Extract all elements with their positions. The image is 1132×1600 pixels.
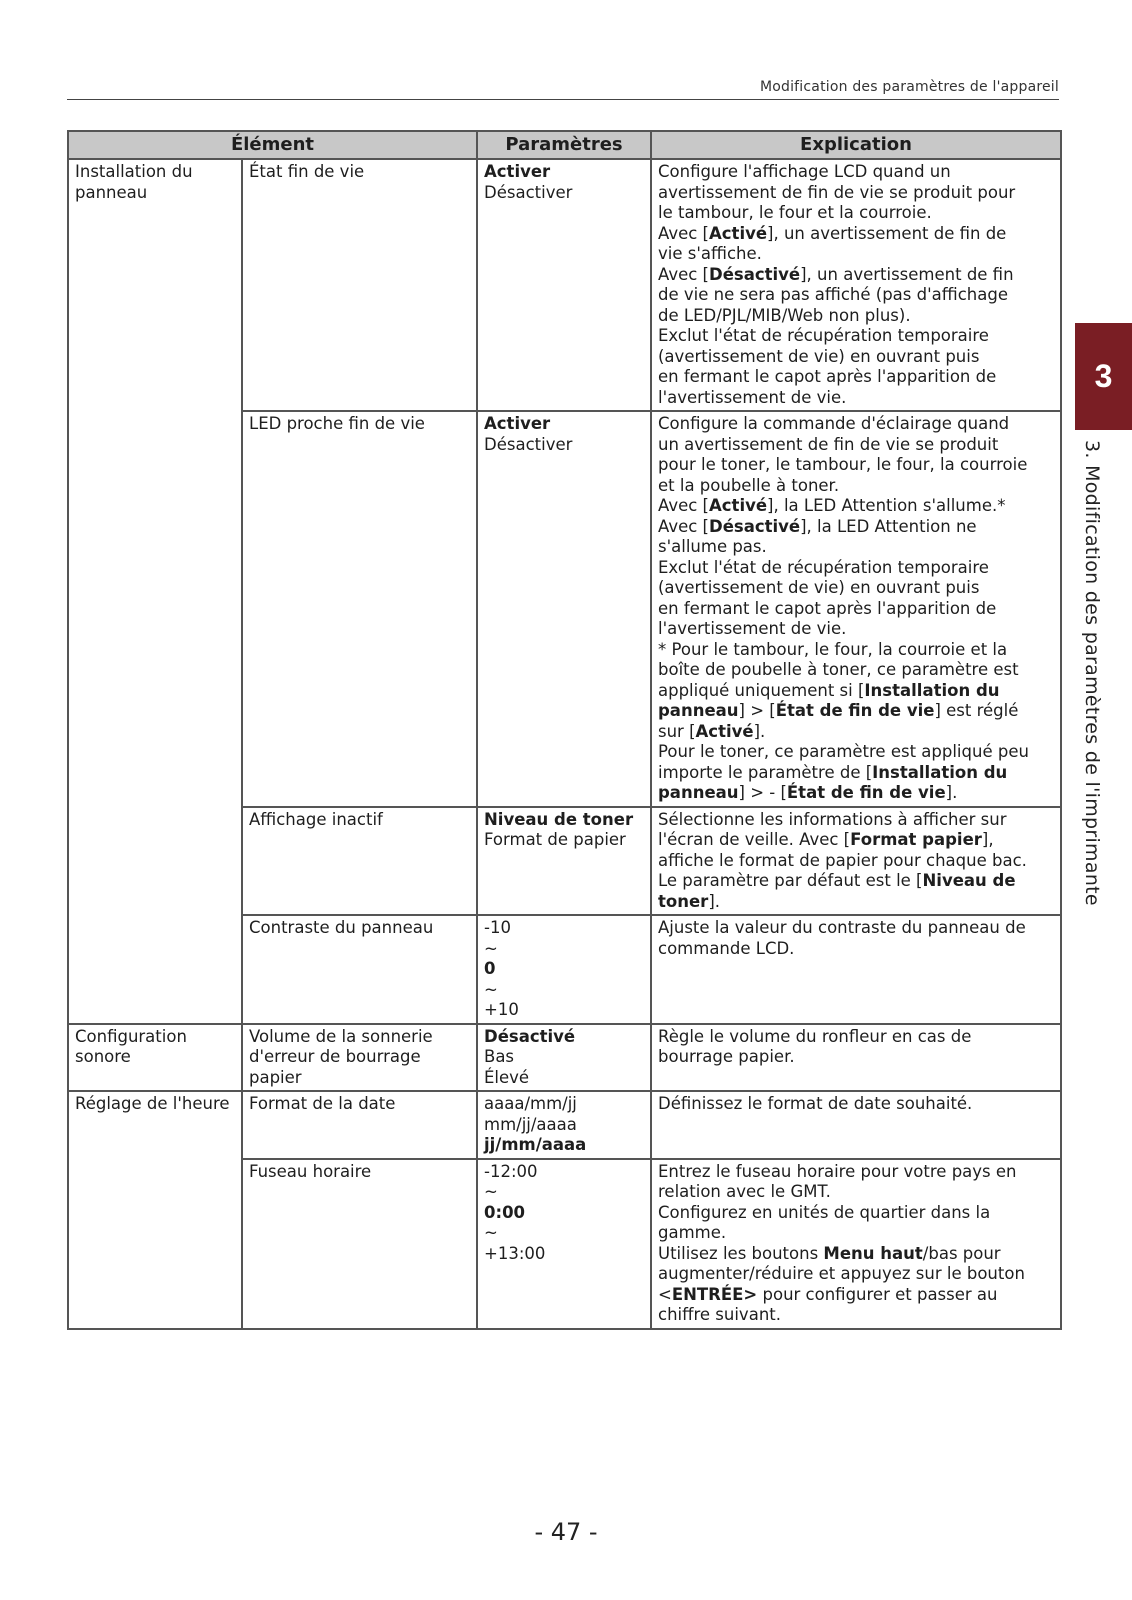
explanation-text: l'écran de veille. Avec [ [658,830,851,849]
explanation-text: ]. [945,783,958,802]
header-parameters: Paramètres [477,131,651,159]
explanation-line [658,742,1054,763]
explanation-line [658,224,1054,245]
explanation-cell [651,807,1061,916]
explanation-emphasis: Niveau de [922,871,1016,890]
param-value: +13:00 [484,1243,546,1263]
chapter-tab [1075,323,1132,430]
explanation-text: Avec [ [658,223,709,243]
explanation-line [658,517,1054,538]
param-value: mm/jj/aaaa [484,1114,577,1134]
item-cell [242,1091,477,1159]
explanation-line [658,1285,1054,1306]
item-label-line: papier [249,1067,302,1087]
params-cell [477,159,651,411]
param-value: -10 [484,918,511,937]
explanation-text: * Pour le tambour, le four, la courroie et la [658,639,1008,659]
explanation-text: appliqué uniquement si [ [658,680,865,700]
explanation-text: bourrage papier. [658,1047,795,1066]
item-label-line: État fin de vie [249,162,365,181]
explanation-text: Configure l'affichage LCD quand un [658,162,951,181]
explanation-text: Exclut l'état de récupération temporaire [658,326,989,345]
group-label-line: Installation du [75,162,193,181]
header-rule [67,99,1059,100]
group-cell-time-setting [68,1091,242,1329]
explanation-line [658,619,1054,640]
item-cell [242,915,477,1024]
explanation-line [658,722,1054,743]
explanation-text: Avec [ [658,496,709,515]
param-value: ~ [484,979,498,999]
param-value: ~ [484,1223,498,1242]
params-cell [477,807,651,916]
explanation-line [658,537,1054,558]
explanation-text: affiche le format de papier pour chaque bac. [658,850,1027,870]
group-label-line: panneau [75,182,148,202]
running-header: Modification des paramètres de l'appareil [759,79,1059,95]
group-cell-panel-setup [68,159,242,1024]
explanation-cell [651,1024,1061,1092]
explanation-text: ]. [753,721,766,741]
explanation-line [658,306,1054,327]
item-label-line: Volume de la sonnerie [249,1026,433,1046]
explanation-text: l'avertissement de vie. [658,387,847,407]
explanation-text: Ajuste la valeur du contraste du panneau de [658,918,1026,937]
group-label-line: Réglage de l'heure [75,1094,230,1113]
explanation-text: en fermant le capot après l'apparition de [658,598,997,618]
explanation-line [658,326,1054,347]
explanation-text: chiffre suivant. [658,1305,781,1324]
explanation-line [658,476,1054,497]
param-value: +10 [484,1000,519,1019]
params-cell [477,411,651,807]
explanation-emphasis: Désactivé [709,516,801,536]
explanation-text: commande LCD. [658,938,795,958]
default-param-value: Désactivé [484,1026,576,1046]
explanation-text: relation avec le GMT. [658,1182,831,1201]
explanation-emphasis: toner [658,891,709,911]
explanation-line [658,367,1054,388]
explanation-text: ] est réglé [934,701,1019,720]
explanation-line [658,599,1054,620]
explanation-emphasis: panneau [658,783,739,802]
explanation-line [658,558,1054,579]
explanation-line [658,851,1054,872]
item-cell [242,1024,477,1092]
explanation-line [658,285,1054,306]
explanation-line [658,830,1054,851]
explanation-emphasis: État de fin de vie [775,701,935,720]
explanation-text: Utilisez les boutons [658,1243,824,1263]
explanation-text: Configure la commande d'éclairage quand [658,414,1010,433]
explanation-line [658,414,1054,435]
default-param-value: Niveau de toner [484,809,634,829]
explanation-text: Sélectionne les informations à afficher sur [658,809,1007,829]
explanation-emphasis: État de fin de vie [786,783,946,802]
explanation-text: avertissement de fin de vie se produit pour [658,182,1016,202]
item-label-line: d'erreur de bourrage [249,1047,421,1066]
params-cell [477,1091,651,1159]
item-cell [242,1159,477,1329]
explanation-line [658,918,1054,939]
explanation-cell [651,411,1061,807]
param-value: aaaa/mm/jj [484,1094,577,1113]
explanation-line [658,1244,1054,1265]
explanation-text: Exclut l'état de récupération temporaire [658,557,989,577]
header-explanation: Explication [651,131,1061,159]
explanation-emphasis: ENTRÉE> [671,1284,758,1304]
chapter-number: 3 [1094,358,1113,394]
page-number: - 47 - [534,1518,598,1546]
explanation-emphasis: Activé [709,223,768,243]
param-value: Désactiver [484,434,573,454]
explanation-text: ], un avertissement de fin de [767,223,1007,243]
explanation-text: le tambour, le four et la courroie. [658,203,932,222]
explanation-line [658,1203,1054,1224]
params-cell [477,1159,651,1329]
explanation-emphasis: Installation du [864,680,1000,700]
group-label-line: sonore [75,1047,131,1066]
explanation-text: < [658,1284,672,1304]
explanation-line [658,244,1054,265]
explanation-text: Entrez le fuseau horaire pour votre pays en [658,1161,1017,1181]
explanation-emphasis: Activé [709,496,768,515]
explanation-emphasis: Installation du [872,762,1008,782]
explanation-text: l'avertissement de vie. [658,619,847,638]
explanation-emphasis: panneau [658,701,739,720]
explanation-text: (avertissement de vie) en ouvrant puis [658,346,980,366]
explanation-text: ]. [708,891,720,911]
param-value: Désactiver [484,182,573,202]
explanation-text: ] > [ [738,701,776,720]
param-value: Bas [484,1047,515,1066]
explanation-text: ], la LED Attention ne [800,516,977,536]
explanation-text: Définissez le format de date souhaité. [658,1094,973,1113]
explanation-text: boîte de poubelle à toner, ce paramètre est [658,660,1019,679]
explanation-text: de LED/PJL/MIB/Web non plus). [658,305,911,325]
default-param-value: jj/mm/aaaa [484,1135,587,1154]
param-value: ~ [484,1182,498,1201]
group-label-line: Configuration [75,1026,187,1046]
item-label-line: Fuseau horaire [249,1161,372,1181]
explanation-line [658,435,1054,456]
explanation-line [658,578,1054,599]
explanation-emphasis: Menu haut [823,1243,923,1263]
item-cell [242,159,477,411]
explanation-cell [651,915,1061,1024]
explanation-cell [651,159,1061,411]
explanation-emphasis: Activé [695,721,754,741]
explanation-cell [651,1159,1061,1329]
explanation-text: de vie ne sera pas affiché (pas d'affichage [658,285,1008,304]
table-header-row [68,131,1061,159]
item-cell [242,411,477,807]
explanation-line [658,496,1054,517]
explanation-text: augmenter/réduire et appuyez sur le bouton [658,1264,1025,1283]
item-label-line: Contraste du panneau [249,918,434,937]
explanation-line [658,1094,1054,1115]
param-value: -12:00 [484,1161,538,1181]
explanation-text: (avertissement de vie) en ouvrant puis [658,578,980,597]
item-label-line: Affichage inactif [249,809,383,829]
explanation-text: Règle le volume du ronfleur en cas de [658,1026,972,1046]
explanation-text: ], la LED Attention s'allume.* [767,496,1006,515]
explanation-cell [651,1091,1061,1159]
explanation-line [658,265,1054,286]
explanation-line [658,388,1054,409]
explanation-text: gamme. [658,1223,727,1242]
params-cell [477,915,651,1024]
explanation-line [658,162,1054,183]
item-cell [242,807,477,916]
explanation-line [658,783,1054,804]
param-value: ~ [484,938,498,958]
chapter-side-title: 3. Modification des paramètres de l'imprimante [1081,440,1103,906]
table-row [68,159,1061,411]
explanation-text: /bas pour [922,1243,1001,1263]
table-row [68,1091,1061,1159]
explanation-line [658,203,1054,224]
explanation-line [658,1305,1054,1326]
explanation-text: en fermant le capot après l'apparition de [658,367,997,386]
explanation-line [658,892,1054,913]
item-label-line: LED proche fin de vie [249,414,425,433]
explanation-text: Le paramètre par défaut est le [ [658,871,923,890]
explanation-emphasis: Désactivé [709,264,801,284]
explanation-text: Configurez en unités de quartier dans la [658,1202,991,1222]
explanation-text: ], un avertissement de fin [800,264,1014,284]
explanation-text: importe le paramètre de [ [658,762,873,782]
explanation-text: ], [981,830,994,849]
explanation-line [658,347,1054,368]
default-param-value: Activer [484,414,551,433]
default-param-value: 0 [484,959,496,978]
explanation-text: un avertissement de fin de vie se produit [658,434,999,454]
explanation-line [658,871,1054,892]
explanation-line [658,681,1054,702]
explanation-text: Avec [ [658,264,709,284]
explanation-emphasis: Format papier [850,830,982,849]
explanation-text: pour configurer et passer au [757,1284,998,1304]
explanation-line [658,640,1054,661]
explanation-line [658,183,1054,204]
explanation-line [658,1182,1054,1203]
explanation-text: et la poubelle à toner. [658,475,840,495]
explanation-line [658,1047,1054,1068]
explanation-line [658,701,1054,722]
default-param-value: 0:00 [484,1202,526,1222]
explanation-text: vie s'affiche. [658,244,762,263]
explanation-line [658,1027,1054,1048]
param-value: Élevé [484,1067,530,1087]
explanation-text: ] > - [ [738,783,787,802]
params-cell [477,1024,651,1092]
header-element: Élément [68,131,477,159]
explanation-line [658,455,1054,476]
explanation-text: pour le toner, le tambour, le four, la courroie [658,455,1028,474]
param-value: Format de papier [484,830,626,849]
item-label-line: Format de la date [249,1094,396,1113]
explanation-text: Avec [ [658,516,709,536]
explanation-line [658,660,1054,681]
explanation-line [658,1162,1054,1183]
explanation-text: Pour le toner, ce paramètre est appliqué peu [658,742,1029,761]
explanation-line [658,1264,1054,1285]
explanation-line [658,763,1054,784]
explanation-text: sur [ [658,721,696,741]
explanation-line [658,810,1054,831]
explanation-line [658,939,1054,960]
group-cell-sound-config [68,1024,242,1092]
table-row [68,1024,1061,1092]
explanation-text: s'allume pas. [658,537,767,556]
settings-table [67,130,1062,1330]
default-param-value: Activer [484,162,551,181]
explanation-line [658,1223,1054,1244]
